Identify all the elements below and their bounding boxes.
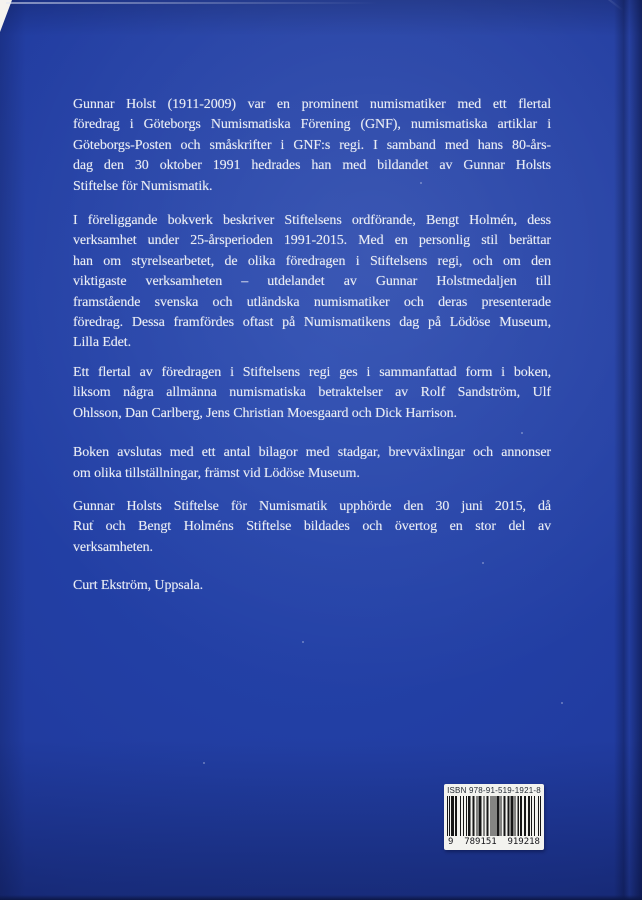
text-line: om olika tillställningar, främst vid Lödöse Museum. xyxy=(73,465,360,481)
isbn-barcode-label xyxy=(444,784,544,850)
paragraph xyxy=(73,497,551,558)
text-line: viktigaste verksamheten – utdelandet av Gunnar Holstmedaljen till xyxy=(73,274,551,290)
ean-digit-first: 9 xyxy=(448,837,454,847)
text-line: dag den 30 oktober 1991 hedrades han med bildandet av Gunnar Holsts xyxy=(73,158,551,174)
text-line: verksamheten. xyxy=(73,539,153,555)
ean13-digits xyxy=(447,837,541,847)
text-line: Stiftelse för Numismatik. xyxy=(73,178,213,194)
isbn-number-text: ISBN 978-91-519-1921-8 xyxy=(447,786,541,795)
text-line: Ohlsson, Dan Carlberg, Jens Christian Moesgaard och Dick Harrison. xyxy=(73,405,457,421)
paragraph xyxy=(73,95,551,197)
text-line: Göteborgs-Posten och småskrifter i GNF:s regi. I samband med hans 80-års- xyxy=(73,137,551,153)
text-line: Gunnar Holsts Stiftelse för Numismatik upphörde den 30 juni 2015, då xyxy=(73,498,551,514)
paragraph xyxy=(73,443,551,484)
text-line: Boken avslutas med ett antal bilagor med stadgar, brevväxlingar och annonser xyxy=(73,445,551,461)
text-line: framstående svenska och utländska numismatiker och deras presenterade xyxy=(73,294,551,310)
text-line: liksom några allmänna numismatiska betraktelser av Rolf Sandström, Ulf xyxy=(73,385,551,401)
text-line: I föreliggande bokverk beskriver Stiftelsens ordförande, Bengt Holmén, dess xyxy=(73,213,551,229)
text-line: Gunnar Holst (1911-2009) var en prominent numismatiker med ett flertal xyxy=(73,97,551,112)
paragraph xyxy=(73,363,551,424)
dust-speckle xyxy=(203,762,205,764)
text-line: Rut och Bengt Holméns Stiftelse bildades och övertog en stor del av xyxy=(73,519,551,535)
cover-bottom-edge-shadow xyxy=(0,895,642,900)
blurb-text-block xyxy=(73,95,551,597)
cover-top-highlight xyxy=(6,2,378,4)
dust-speckle xyxy=(302,641,304,643)
dust-speckle xyxy=(561,702,563,704)
paragraphs-container xyxy=(73,95,551,558)
author-signature: Curt Ekström, Uppsala. xyxy=(73,578,204,594)
ean13-barcode xyxy=(447,796,541,836)
ean-digits-right: 919218 xyxy=(507,837,540,847)
ean-digits-left: 789151 xyxy=(464,837,497,847)
text-line: Lilla Edet. xyxy=(73,335,131,351)
scan-corner-sliver xyxy=(0,0,12,32)
text-line: verksamhet under 25-årsperioden 1991-2015. Med en personlig stil berättar xyxy=(73,233,551,249)
text-line: Ett flertal av föredragen i Stiftelsens regi ges i sammanfattad form i boken, xyxy=(73,364,551,380)
text-line: han om styrelsearbetet, de olika föredragen i Stiftelsens regi, och om den xyxy=(73,253,551,269)
text-line: föredrag. Dessa framfördes oftast på Numismatikens dag på Lödöse Museum, xyxy=(73,315,551,331)
text-line: föredrag i Göteborgs Numismatiska Förening (GNF), numismatiska artiklar i xyxy=(73,117,551,133)
paragraph xyxy=(73,211,551,354)
cover-right-edge-shadow xyxy=(614,0,642,900)
